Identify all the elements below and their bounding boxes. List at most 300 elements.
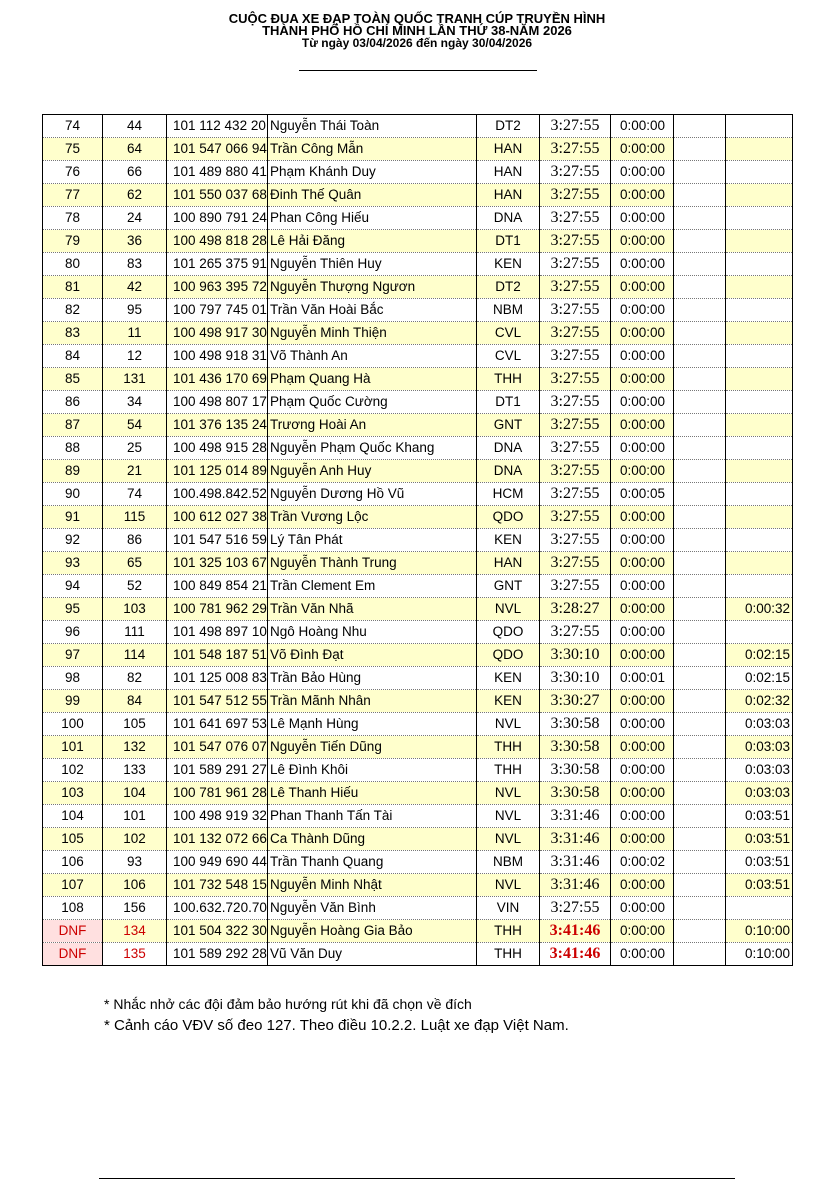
uci-id-cell: 101 125 014 89 (167, 460, 268, 483)
rider-name-cell: Trần Thanh Quang (268, 851, 477, 874)
rank-cell: 95 (43, 598, 103, 621)
gap-cell: 0:03:03 (726, 736, 793, 759)
bonus-cell (674, 207, 726, 230)
rank-cell: 80 (43, 253, 103, 276)
gap-cell (726, 506, 793, 529)
uci-id-cell: 101 732 548 15 (167, 874, 268, 897)
bib-cell: 66 (103, 161, 167, 184)
rider-name-cell: Nguyễn Thiên Huy (268, 253, 477, 276)
uci-id-cell: 101 641 697 53 (167, 713, 268, 736)
team-cell: HAN (477, 552, 540, 575)
time-cell: 3:31:46 (540, 828, 611, 851)
gap-cell: 0:03:51 (726, 874, 793, 897)
gap-cell (726, 437, 793, 460)
bonus-cell (674, 322, 726, 345)
gap-cell: 0:03:51 (726, 805, 793, 828)
team-cell: KEN (477, 690, 540, 713)
table-row (43, 414, 793, 437)
penalty-cell: 0:00:00 (611, 299, 674, 322)
rank-cell: 99 (43, 690, 103, 713)
table-row (43, 368, 793, 391)
time-cell: 3:27:55 (540, 414, 611, 437)
gap-cell: 0:10:00 (726, 943, 793, 966)
table-row-dnf (43, 943, 793, 966)
bonus-cell (674, 690, 726, 713)
bib-cell: 95 (103, 299, 167, 322)
bib-cell: 11 (103, 322, 167, 345)
time-cell: 3:30:10 (540, 667, 611, 690)
uci-id-cell: 101 436 170 69 (167, 368, 268, 391)
gap-cell: 0:03:03 (726, 759, 793, 782)
team-cell: NVL (477, 598, 540, 621)
uci-id-cell: 100.498.842.52 (167, 483, 268, 506)
penalty-cell: 0:00:00 (611, 598, 674, 621)
footer-divider (99, 1178, 735, 1179)
table-row (43, 621, 793, 644)
time-cell: 3:41:46 (540, 920, 611, 943)
bonus-cell (674, 483, 726, 506)
rider-name-cell: Trần Clement Em (268, 575, 477, 598)
uci-id-cell: 101 489 880 41 (167, 161, 268, 184)
team-cell: NBM (477, 851, 540, 874)
bib-cell: 106 (103, 874, 167, 897)
gap-cell: 0:03:51 (726, 828, 793, 851)
gap-cell (726, 299, 793, 322)
rider-name-cell: Nguyễn Anh Huy (268, 460, 477, 483)
bib-cell: 42 (103, 276, 167, 299)
penalty-cell: 0:00:00 (611, 414, 674, 437)
table-row (43, 782, 793, 805)
team-cell: NVL (477, 805, 540, 828)
bonus-cell (674, 414, 726, 437)
bib-cell: 84 (103, 690, 167, 713)
uci-id-cell: 101 547 512 55 (167, 690, 268, 713)
penalty-cell: 0:00:00 (611, 184, 674, 207)
rider-name-cell: Trần Văn Nhã (268, 598, 477, 621)
bib-cell: 101 (103, 805, 167, 828)
gap-cell: 0:03:03 (726, 713, 793, 736)
table-row (43, 690, 793, 713)
bonus-cell (674, 391, 726, 414)
uci-id-cell: 100.632.720.70 (167, 897, 268, 920)
table-row (43, 345, 793, 368)
gap-cell (726, 207, 793, 230)
gap-cell (726, 529, 793, 552)
bonus-cell (674, 851, 726, 874)
team-cell: HAN (477, 161, 540, 184)
rider-name-cell: Phan Thanh Tấn Tài (268, 805, 477, 828)
penalty-cell: 0:00:00 (611, 437, 674, 460)
bonus-cell (674, 115, 726, 138)
penalty-cell: 0:00:00 (611, 943, 674, 966)
bib-cell: 25 (103, 437, 167, 460)
rider-name-cell: Đinh Thế Quân (268, 184, 477, 207)
bonus-cell (674, 230, 726, 253)
bonus-cell (674, 759, 726, 782)
bib-cell: 21 (103, 460, 167, 483)
rider-name-cell: Nguyễn Văn Bình (268, 897, 477, 920)
gap-cell (726, 230, 793, 253)
gap-cell (726, 322, 793, 345)
time-cell: 3:27:55 (540, 230, 611, 253)
rank-cell: 97 (43, 644, 103, 667)
bonus-cell (674, 138, 726, 161)
bonus-cell (674, 161, 726, 184)
penalty-cell: 0:00:00 (611, 552, 674, 575)
rank-cell: 89 (43, 460, 103, 483)
penalty-cell: 0:00:00 (611, 805, 674, 828)
penalty-cell: 0:00:05 (611, 483, 674, 506)
header-title-line2: THÀNH PHỐ HỒ CHÍ MINH LẦN THỨ 38-NĂM 2026 (262, 23, 572, 38)
bib-cell: 156 (103, 897, 167, 920)
table-row (43, 644, 793, 667)
table-row (43, 276, 793, 299)
uci-id-cell: 100 963 395 72 (167, 276, 268, 299)
penalty-cell: 0:00:00 (611, 253, 674, 276)
rank-cell: 91 (43, 506, 103, 529)
uci-id-cell: 101 498 897 10 (167, 621, 268, 644)
rank-cell: 90 (43, 483, 103, 506)
rider-name-cell: Nguyễn Tiến Dũng (268, 736, 477, 759)
table-row (43, 115, 793, 138)
bonus-cell (674, 621, 726, 644)
uci-id-cell: 100 849 854 21 (167, 575, 268, 598)
penalty-cell: 0:00:00 (611, 115, 674, 138)
team-cell: DT2 (477, 276, 540, 299)
penalty-cell: 0:00:00 (611, 759, 674, 782)
bib-cell: 86 (103, 529, 167, 552)
rank-cell: 105 (43, 828, 103, 851)
team-cell: VIN (477, 897, 540, 920)
time-cell: 3:27:55 (540, 897, 611, 920)
bib-cell: 74 (103, 483, 167, 506)
penalty-cell: 0:00:00 (611, 897, 674, 920)
uci-id-cell: 100 797 745 01 (167, 299, 268, 322)
gap-cell: 0:02:15 (726, 644, 793, 667)
gap-cell (726, 897, 793, 920)
bonus-cell (674, 736, 726, 759)
team-cell: THH (477, 943, 540, 966)
bonus-cell (674, 529, 726, 552)
team-cell: NVL (477, 874, 540, 897)
gap-cell: 0:03:51 (726, 851, 793, 874)
uci-id-cell: 101 550 037 68 (167, 184, 268, 207)
team-cell: HAN (477, 138, 540, 161)
rank-cell: 87 (43, 414, 103, 437)
team-cell: THH (477, 736, 540, 759)
penalty-cell: 0:00:00 (611, 529, 674, 552)
header-date-range: Từ ngày 03/04/2026 đến ngày 30/04/2026 (301, 36, 533, 50)
bonus-cell (674, 253, 726, 276)
rank-cell: 98 (43, 667, 103, 690)
uci-id-cell: 101 112 432 20 (167, 115, 268, 138)
time-cell: 3:27:55 (540, 322, 611, 345)
rank-cell: 88 (43, 437, 103, 460)
rank-cell: 75 (43, 138, 103, 161)
bib-cell: 104 (103, 782, 167, 805)
gap-cell: 0:00:32 (726, 598, 793, 621)
time-cell: 3:27:55 (540, 115, 611, 138)
penalty-cell: 0:00:00 (611, 736, 674, 759)
time-cell: 3:30:27 (540, 690, 611, 713)
rider-name-cell: Trần Văn Hoài Bắc (268, 299, 477, 322)
bib-cell: 54 (103, 414, 167, 437)
rank-cell: DNF (43, 943, 103, 966)
time-cell: 3:31:46 (540, 851, 611, 874)
team-cell: NVL (477, 828, 540, 851)
time-cell: 3:27:55 (540, 552, 611, 575)
bib-cell: 114 (103, 644, 167, 667)
header-divider (299, 70, 537, 71)
time-cell: 3:28:27 (540, 598, 611, 621)
uci-id-cell: 101 548 187 51 (167, 644, 268, 667)
team-cell: DT1 (477, 230, 540, 253)
rider-name-cell: Nguyễn Thành Trung (268, 552, 477, 575)
bonus-cell (674, 713, 726, 736)
bonus-cell (674, 552, 726, 575)
bonus-cell (674, 920, 726, 943)
rank-cell: 108 (43, 897, 103, 920)
results-body (43, 115, 793, 966)
bonus-cell (674, 828, 726, 851)
team-cell: DNA (477, 460, 540, 483)
rank-cell: 100 (43, 713, 103, 736)
rider-name-cell: Nguyễn Minh Nhật (268, 874, 477, 897)
table-row (43, 805, 793, 828)
rank-cell: 94 (43, 575, 103, 598)
bonus-cell (674, 437, 726, 460)
table-row (43, 506, 793, 529)
time-cell: 3:27:55 (540, 184, 611, 207)
table-row (43, 483, 793, 506)
time-cell: 3:27:55 (540, 345, 611, 368)
bonus-cell (674, 874, 726, 897)
time-cell: 3:27:55 (540, 276, 611, 299)
uci-id-cell: 100 890 791 24 (167, 207, 268, 230)
uci-id-cell: 100 498 818 28 (167, 230, 268, 253)
rider-name-cell: Lê Đình Khôi (268, 759, 477, 782)
rider-name-cell: Lê Hải Đăng (268, 230, 477, 253)
rank-cell: 96 (43, 621, 103, 644)
uci-id-cell: 101 265 375 91 (167, 253, 268, 276)
team-cell: HCM (477, 483, 540, 506)
document-header (0, 13, 834, 49)
gap-cell (726, 161, 793, 184)
table-row (43, 184, 793, 207)
table-row (43, 828, 793, 851)
bib-cell: 103 (103, 598, 167, 621)
time-cell: 3:30:10 (540, 644, 611, 667)
team-cell: DT1 (477, 391, 540, 414)
table-row-dnf (43, 920, 793, 943)
rider-name-cell: Ngô Hoàng Nhu (268, 621, 477, 644)
uci-id-cell: 101 132 072 66 (167, 828, 268, 851)
header-title-line1: CUỘC ĐUA XE ĐẠP TOÀN QUỐC TRANH CÚP TRUYỀN HÌNH (228, 11, 606, 26)
bib-cell: 111 (103, 621, 167, 644)
penalty-cell: 0:00:00 (611, 391, 674, 414)
penalty-cell: 0:00:00 (611, 575, 674, 598)
bonus-cell (674, 667, 726, 690)
bib-cell: 102 (103, 828, 167, 851)
rank-cell: 79 (43, 230, 103, 253)
rider-name-cell: Lê Thanh Hiếu (268, 782, 477, 805)
rank-cell: 85 (43, 368, 103, 391)
rider-name-cell: Trần Vương Lộc (268, 506, 477, 529)
rider-name-cell: Phạm Khánh Duy (268, 161, 477, 184)
rider-name-cell: Nguyễn Minh Thiện (268, 322, 477, 345)
time-cell: 3:27:55 (540, 621, 611, 644)
time-cell: 3:27:55 (540, 161, 611, 184)
penalty-cell: 0:00:00 (611, 690, 674, 713)
team-cell: NBM (477, 299, 540, 322)
team-cell: DNA (477, 207, 540, 230)
rank-cell: 83 (43, 322, 103, 345)
bib-cell: 115 (103, 506, 167, 529)
rider-name-cell: Nguyễn Phạm Quốc Khang (268, 437, 477, 460)
bonus-cell (674, 368, 726, 391)
uci-id-cell: 101 547 066 94 (167, 138, 268, 161)
table-row (43, 736, 793, 759)
gap-cell (726, 552, 793, 575)
penalty-cell: 0:00:00 (611, 644, 674, 667)
rank-cell: 101 (43, 736, 103, 759)
uci-id-cell: 100 612 027 38 (167, 506, 268, 529)
penalty-cell: 0:00:00 (611, 161, 674, 184)
time-cell: 3:30:58 (540, 736, 611, 759)
rank-cell: 92 (43, 529, 103, 552)
uci-id-cell: 101 589 292 28 (167, 943, 268, 966)
bib-cell: 36 (103, 230, 167, 253)
rider-name-cell: Nguyễn Dương Hồ Vũ (268, 483, 477, 506)
uci-id-cell: 100 498 917 30 (167, 322, 268, 345)
table-row (43, 874, 793, 897)
rank-cell: 77 (43, 184, 103, 207)
uci-id-cell: 101 547 076 07 (167, 736, 268, 759)
team-cell: QDO (477, 506, 540, 529)
rank-cell: 102 (43, 759, 103, 782)
bib-cell: 135 (103, 943, 167, 966)
penalty-cell: 0:00:00 (611, 207, 674, 230)
gap-cell: 0:02:32 (726, 690, 793, 713)
table-row (43, 851, 793, 874)
rider-name-cell: Ca Thành Dũng (268, 828, 477, 851)
penalty-cell: 0:00:00 (611, 874, 674, 897)
rider-name-cell: Võ Thành An (268, 345, 477, 368)
time-cell: 3:27:55 (540, 483, 611, 506)
rider-name-cell: Phan Công Hiếu (268, 207, 477, 230)
uci-id-cell: 100 498 807 17 (167, 391, 268, 414)
penalty-cell: 0:00:00 (611, 828, 674, 851)
gap-cell (726, 368, 793, 391)
bonus-cell (674, 506, 726, 529)
team-cell: KEN (477, 529, 540, 552)
time-cell: 3:30:58 (540, 759, 611, 782)
uci-id-cell: 101 504 322 30 (167, 920, 268, 943)
table-row (43, 230, 793, 253)
note-line-1: * Nhắc nhở các đội đảm bảo hướng rút khi đã chọn về đích (104, 996, 472, 1012)
gap-cell (726, 184, 793, 207)
rank-cell: 82 (43, 299, 103, 322)
team-cell: QDO (477, 621, 540, 644)
time-cell: 3:27:55 (540, 575, 611, 598)
uci-id-cell: 100 781 962 29 (167, 598, 268, 621)
penalty-cell: 0:00:00 (611, 368, 674, 391)
bib-cell: 133 (103, 759, 167, 782)
table-row (43, 552, 793, 575)
team-cell: CVL (477, 345, 540, 368)
team-cell: NVL (477, 713, 540, 736)
bonus-cell (674, 184, 726, 207)
bib-cell: 12 (103, 345, 167, 368)
time-cell: 3:27:55 (540, 207, 611, 230)
rider-name-cell: Trần Bảo Hùng (268, 667, 477, 690)
gap-cell (726, 575, 793, 598)
uci-id-cell: 101 376 135 24 (167, 414, 268, 437)
rider-name-cell: Nguyễn Thượng Ngươn (268, 276, 477, 299)
table-row (43, 713, 793, 736)
gap-cell: 0:03:03 (726, 782, 793, 805)
rider-name-cell: Phạm Quang Hà (268, 368, 477, 391)
penalty-cell: 0:00:00 (611, 782, 674, 805)
gap-cell (726, 253, 793, 276)
table-row (43, 138, 793, 161)
table-row (43, 598, 793, 621)
bib-cell: 83 (103, 253, 167, 276)
gap-cell (726, 345, 793, 368)
gap-cell (726, 414, 793, 437)
uci-id-cell: 101 125 008 83 (167, 667, 268, 690)
time-cell: 3:27:55 (540, 138, 611, 161)
bib-cell: 64 (103, 138, 167, 161)
bib-cell: 93 (103, 851, 167, 874)
rider-name-cell: Trần Công Mẫn (268, 138, 477, 161)
gap-cell (726, 621, 793, 644)
rider-name-cell: Lê Mạnh Hùng (268, 713, 477, 736)
bib-cell: 34 (103, 391, 167, 414)
time-cell: 3:31:46 (540, 874, 611, 897)
bonus-cell (674, 299, 726, 322)
bonus-cell (674, 943, 726, 966)
rank-cell: 106 (43, 851, 103, 874)
rider-name-cell: Phạm Quốc Cường (268, 391, 477, 414)
notes (104, 993, 569, 1037)
bonus-cell (674, 575, 726, 598)
bib-cell: 65 (103, 552, 167, 575)
rank-cell: 93 (43, 552, 103, 575)
penalty-cell: 0:00:00 (611, 345, 674, 368)
team-cell: DNA (477, 437, 540, 460)
penalty-cell: 0:00:00 (611, 621, 674, 644)
team-cell: THH (477, 368, 540, 391)
table-row (43, 529, 793, 552)
rank-cell: 84 (43, 345, 103, 368)
gap-cell: 0:10:00 (726, 920, 793, 943)
table-row (43, 299, 793, 322)
time-cell: 3:27:55 (540, 299, 611, 322)
team-cell: DT2 (477, 115, 540, 138)
uci-id-cell: 101 547 516 59 (167, 529, 268, 552)
table-row (43, 322, 793, 345)
table-row (43, 575, 793, 598)
bib-cell: 134 (103, 920, 167, 943)
penalty-cell: 0:00:00 (611, 322, 674, 345)
team-cell: QDO (477, 644, 540, 667)
time-cell: 3:27:55 (540, 391, 611, 414)
rank-cell: 107 (43, 874, 103, 897)
bonus-cell (674, 805, 726, 828)
bonus-cell (674, 897, 726, 920)
rider-name-cell: Trần Mãnh Nhân (268, 690, 477, 713)
